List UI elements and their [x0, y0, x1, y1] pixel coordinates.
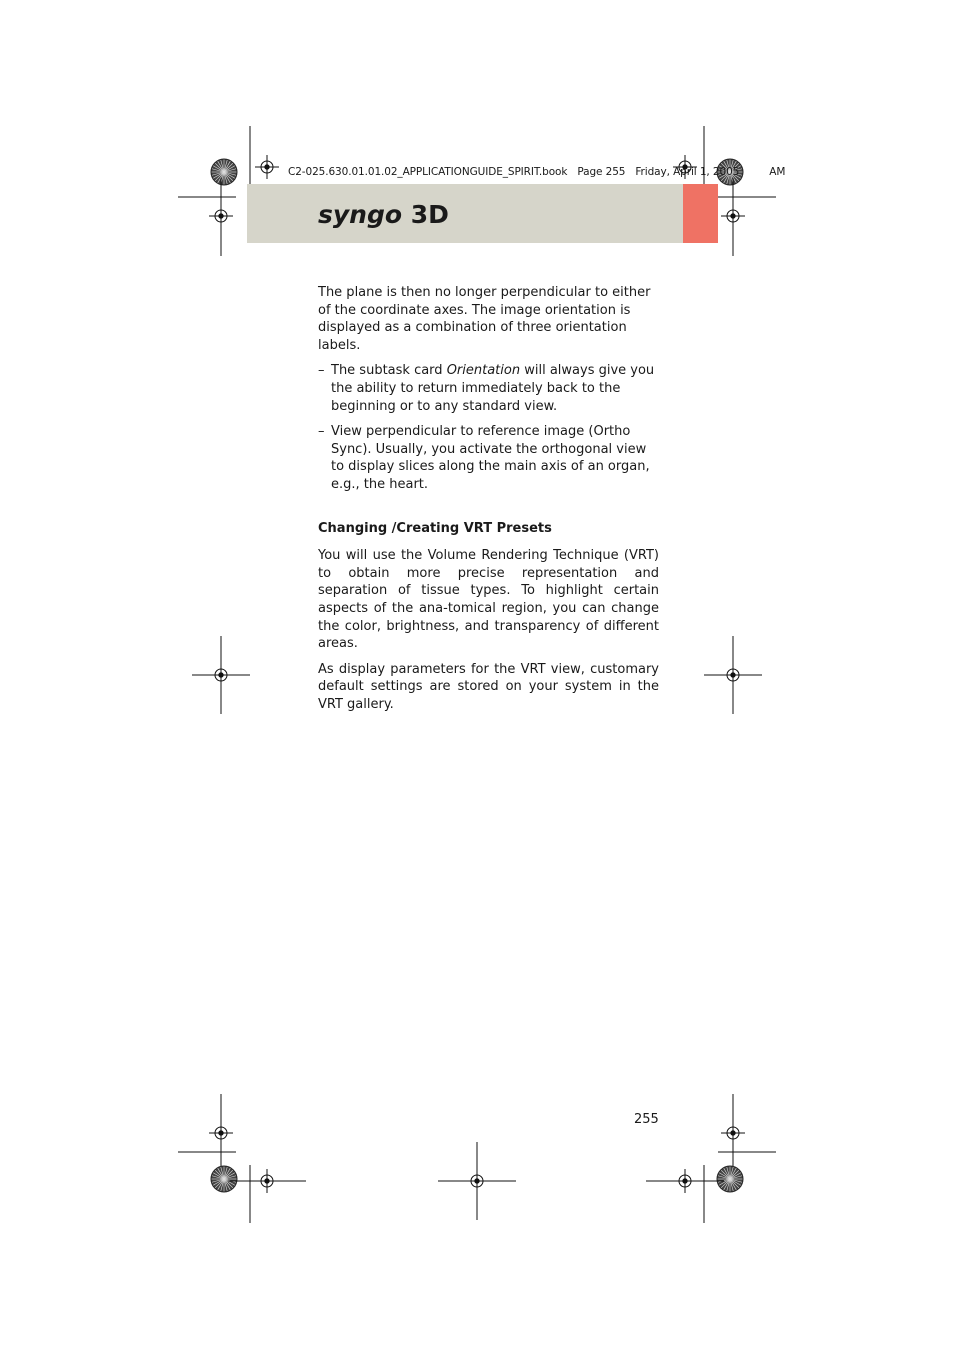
page-number: 255: [634, 1112, 659, 1127]
slug-year: 2005: [712, 166, 740, 178]
section-heading: Changing /Creating VRT Presets: [318, 520, 552, 536]
bullet-1-mark: –: [318, 363, 325, 379]
slug-page: Page 255: [577, 166, 626, 178]
registration-dot: [265, 165, 269, 169]
bullet-1: [318, 362, 659, 415]
slug-time: AM: [769, 166, 786, 178]
print-slug: C2-025.630.01.01.02_APPLICATIONGUIDE_SPIRIT.book Page 255 Friday, April 1, 2005 AM: [288, 166, 786, 178]
slug-file: C2-025.630.01.01.02_APPLICATIONGUIDE_SPIRIT.book: [288, 166, 568, 178]
paragraph-2: You will use the Volume Rendering Technique (VRT) to obtain more precise representation and separation of tissue types. To highlight certain aspects of the ana-tomical region, you can change the color, brightness, and transparency of different areas.: [318, 548, 659, 652]
paragraph-1: The plane is then no longer perpendicular to either of the coordinate axes. The image orientation is displayed as a combination of three orientation labels.: [318, 285, 651, 353]
bullet-2-text: View perpendicular to reference image (Ortho Sync). Usually, you activate the orthogonal view to display slices along the main axis of an organ, e.g., the heart.: [331, 424, 650, 492]
bullet-1-pre: The subtask card: [331, 363, 447, 379]
bullet-2: [318, 423, 659, 493]
bullet-1-post: will always give you the ability to return immediately back to the beginning or to any standard view.: [331, 363, 655, 414]
header-band: [247, 184, 683, 243]
slug-num: 1: [699, 166, 707, 178]
paragraph-3: As display parameters for the VRT view, customary default settings are stored on your system in the VRT gallery.: [318, 661, 659, 712]
slug-day: Friday, April: [635, 166, 697, 178]
body-text: [318, 284, 659, 721]
chapter-title-italic: syngo: [318, 200, 403, 229]
chapter-title-rest: 3D: [402, 200, 449, 229]
bullet-2-mark: –: [318, 424, 325, 440]
header-tab: [683, 184, 718, 243]
bullet-1-emphasis: Orientation: [446, 363, 521, 379]
chapter-title: [318, 200, 449, 229]
